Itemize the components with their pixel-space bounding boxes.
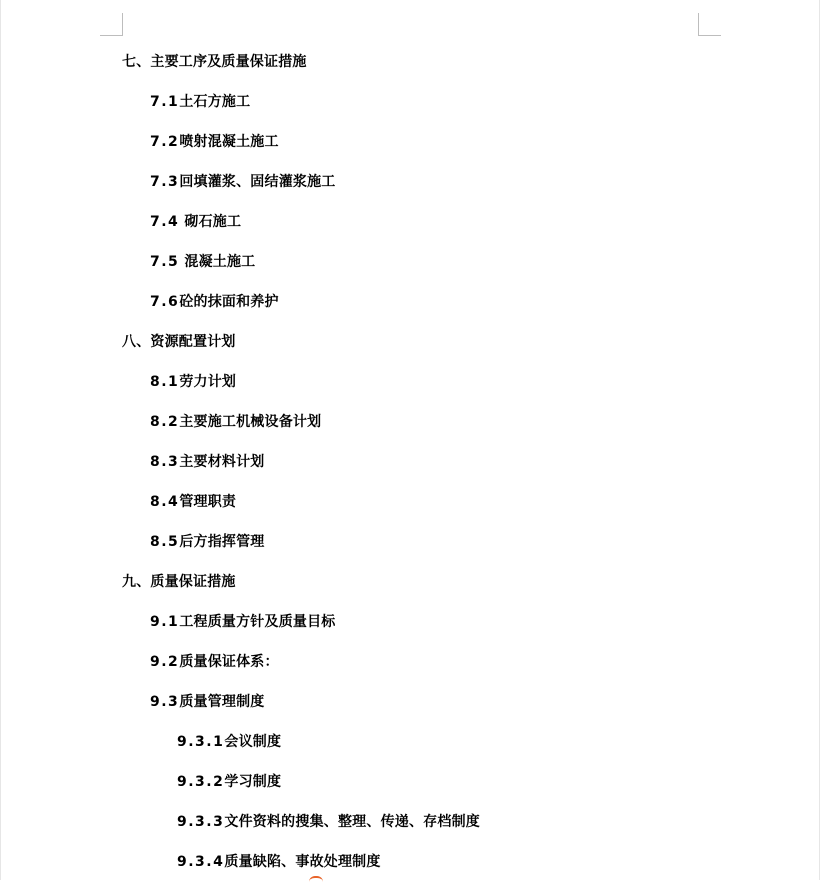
toc-entry-9-3: 9.3质量管理制度: [150, 694, 265, 710]
partial-mark: [309, 876, 323, 882]
toc-entry-9-3-2: 9.3.2学习制度: [177, 774, 282, 790]
toc-entry-9-2: 9.2质量保证体系：: [150, 654, 279, 670]
toc-entry-8-1: 8.1劳力计划: [150, 374, 237, 390]
toc-entry-9-3-1: 9.3.1会议制度: [177, 734, 282, 750]
toc-entry-9-3-4: 9.3.4质量缺陷、事故处理制度: [177, 854, 381, 870]
toc-entry-8-3: 8.3主要材料计划: [150, 454, 265, 470]
toc-entry-8-2: 8.2主要施工机械设备计划: [150, 414, 322, 430]
toc-entry-7-2: 7.2喷射混凝土施工: [150, 134, 279, 150]
toc-entry-7-1: 7.1土石方施工: [150, 94, 251, 110]
page-corner-mark-top-right: [698, 13, 721, 36]
toc-entry-9-3-3: 9.3.3文件资料的搜集、整理、传递、存档制度: [177, 814, 480, 830]
heading-section-8: 八、资源配置计划: [122, 334, 236, 350]
toc-entry-7-5: 7.5 混凝土施工: [150, 254, 256, 270]
page-corner-mark-top-left: [100, 13, 123, 36]
toc-entry-8-5: 8.5后方指挥管理: [150, 534, 265, 550]
toc-entry-7-3: 7.3回填灌浆、固结灌浆施工: [150, 174, 336, 190]
toc-entry-7-6: 7.6砼的抹面和养护: [150, 294, 279, 310]
heading-section-9: 九、质量保证措施: [122, 574, 236, 590]
heading-section-7: 七、主要工序及质量保证措施: [122, 54, 307, 70]
toc-entry-7-4: 7.4 砌石施工: [150, 214, 242, 230]
toc-entry-8-4: 8.4管理职责: [150, 494, 237, 510]
toc-entry-9-1: 9.1工程质量方针及质量目标: [150, 614, 336, 630]
